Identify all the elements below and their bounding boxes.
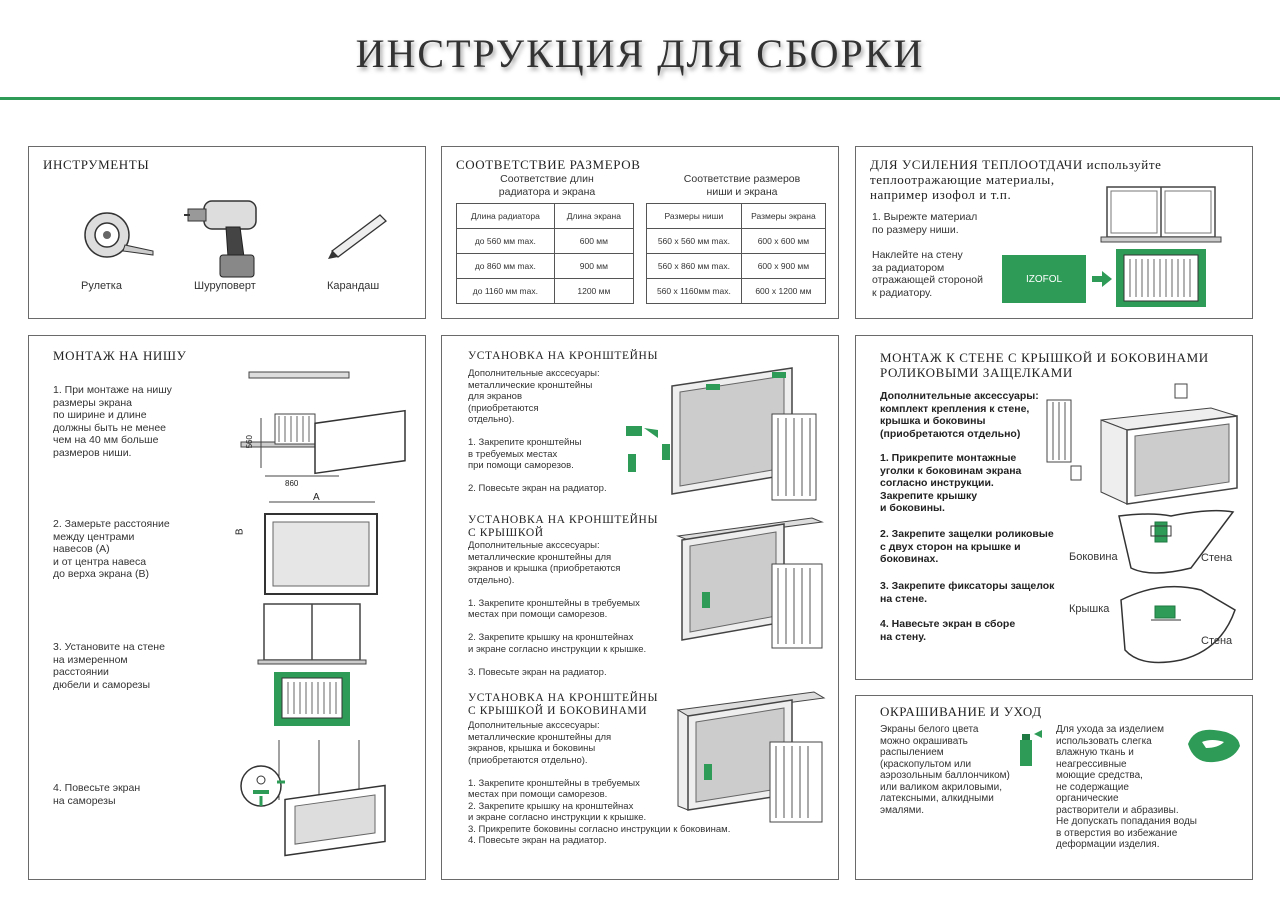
table-cell: 560 х 560 мм max. xyxy=(647,229,742,254)
table-cell: 1200 мм xyxy=(554,279,633,304)
niche-window-icon xyxy=(1101,185,1221,247)
care-title: ОКРАШИВАНИЕ И УХОД xyxy=(880,704,1042,719)
wall-step3: 3. Закрепите фиксаторы защелок на стене. xyxy=(880,580,1055,605)
brackets-s3-title: УСТАНОВКА НА КРОНШТЕЙНЫ С КРЫШКОЙ И БОКОВИНАМИ xyxy=(468,692,659,717)
care-clean-text: Для ухода за изделием использовать слегка влажную ткань и неагрессивные моющие средства, не содержащие органические растворители и абразивы. Не допускать попадания воды в отверстия во избежание деформации изделия. xyxy=(1056,724,1197,850)
cleaning-hand-icon xyxy=(1184,724,1244,766)
niche-step2: 2. Замерьте расстояние между центрами навесов (А) и от центра навеса до верха экрана (В) xyxy=(53,518,170,580)
heat-panel xyxy=(855,146,1253,319)
niche-dim-height: 560 xyxy=(244,435,254,449)
drill-icon xyxy=(184,187,279,287)
sizes-title: СООТВЕТСТВИЕ РАЗМЕРОВ xyxy=(456,157,641,172)
tool-label-pencil: Карандаш xyxy=(327,280,380,292)
hang-screen-diagram xyxy=(239,740,389,876)
niche-step4: 4. Повесьте экран на саморезы xyxy=(53,782,141,807)
heat-step1: 1. Вырежте материал по размеру ниши. xyxy=(872,211,978,236)
wall-panel xyxy=(855,335,1253,680)
bracket-screen-diagram xyxy=(622,364,832,504)
table-cell: 600 х 900 мм xyxy=(741,254,825,279)
niche-step1: 1. При монтаже на нишу размеры экрана по ширине и длине должны быть не менее чем на 40 мм больше размеров ниши. xyxy=(53,384,172,459)
lid-latch-diagram xyxy=(1111,580,1246,668)
wall-mount-diagram xyxy=(254,602,394,732)
screen-hanger-diagram xyxy=(249,496,389,596)
bracket-lid-sides-diagram xyxy=(674,686,834,822)
header-divider xyxy=(0,97,1280,100)
brackets-s2-title: УСТАНОВКА НА КРОНШТЕЙНЫ С КРЫШКОЙ xyxy=(468,514,659,539)
table-row xyxy=(457,204,634,229)
wall-mount-box-diagram xyxy=(1041,380,1246,510)
tools-panel xyxy=(28,146,426,319)
niche-panel xyxy=(28,335,426,880)
wall-intro: Дополнительные аксессуары: комплект крепления к стене, крышка и боковины (приобретаются отдельно) xyxy=(880,390,1039,440)
label-wall-2: Стена xyxy=(1201,635,1233,647)
table-cell: до 560 мм max. xyxy=(457,229,555,254)
care-panel xyxy=(855,695,1253,880)
tool-label-tape: Рулетка xyxy=(81,280,122,292)
table-header: Размеры ниши xyxy=(647,204,742,229)
care-paint-text: Экраны белого цвета можно окрашивать распылением (краскопультом или аэрозольным баллончиком) или валиком акриловыми, латексными, алкидными эмалями. xyxy=(880,724,1010,816)
bracket-lid-diagram xyxy=(672,512,832,652)
brackets-panel xyxy=(441,335,839,880)
heat-title-line3: например изофол и т.п. xyxy=(870,187,1012,202)
niche-step3: 3. Установите на стене на измеренном расстоянии дюбели и саморезы xyxy=(53,641,165,691)
table-cell: 560 х 860 мм max. xyxy=(647,254,742,279)
side-latch-diagram xyxy=(1111,508,1241,578)
wall-step2: 2. Закрепите защелки роликовые с двух сторон на крышке и боковинах. xyxy=(880,528,1054,565)
niche-size-table xyxy=(646,203,826,304)
heat-title-line2: теплоотражающие материалы, xyxy=(870,172,1055,187)
spray-can-icon xyxy=(1016,728,1046,768)
brackets-s1-title: УСТАНОВКА НА КРОНШТЕЙНЫ xyxy=(468,350,659,362)
niche-title: МОНТАЖ НА НИШУ xyxy=(53,348,187,363)
arrow-right-icon xyxy=(1092,271,1112,287)
table-row xyxy=(457,254,634,279)
label-wall: Стена xyxy=(1201,552,1233,564)
table-cell: 600 х 1200 мм xyxy=(741,279,825,304)
table-header: Длина экрана xyxy=(554,204,633,229)
table-row xyxy=(457,279,634,304)
pencil-icon xyxy=(324,209,394,259)
brackets-s3-text: Дополнительные акссесуары: металлические кронштейны для экранов, крышка и боковины (приобретаются отдельно). 1. Закрепите кронштейны в требуемых местах при помощи саморезов. 2. Закрепите крышку на кронштейнах и экране согласно инструкции к крышке. 3. Прикрепите боковины согласно инструкции к боковинам. 4. Повесьте экран на радиатор. xyxy=(468,720,731,846)
table-row xyxy=(647,279,826,304)
izofol-sheet xyxy=(1002,255,1086,303)
table-header: Размеры экрана xyxy=(741,204,825,229)
hanger-label-a: A xyxy=(313,492,320,503)
table-cell: 600 х 600 мм xyxy=(741,229,825,254)
table-header: Длина радиатора xyxy=(457,204,555,229)
table-cell: 900 мм xyxy=(554,254,633,279)
label-lid: Крышка xyxy=(1069,603,1110,615)
table-cell: до 1160 мм max. xyxy=(457,279,555,304)
wall-step4: 4. Навесьте экран в сборе на стену. xyxy=(880,618,1016,643)
sizes-caption-1: Соответствие длин радиатора и экрана xyxy=(498,173,596,198)
table-row xyxy=(457,229,634,254)
brackets-s1-text: Дополнительные акссесуары: металлические кронштейны для экранов (приобретаются отдельно). 1. Закрепите кронштейны в требуемых местах при помощи саморезов. 2. Повесьте экран на радиатор. xyxy=(468,368,607,494)
brackets-s2-text: Дополнительные акссесуары: металлические кронштейны для экранов и крышка (приобретаются отдельно). 1. Закрепите кронштейны в требуемых местах при помощи саморезов. 2. Закрепите крышку на кронштейнах и экране согласно инструкции к крышке. 3. Повесьте экран на радиатор. xyxy=(468,540,647,678)
sizes-panel xyxy=(441,146,839,319)
tool-label-drill: Шуруповерт xyxy=(194,280,256,292)
label-side: Боковина xyxy=(1069,551,1118,563)
table-cell: 600 мм xyxy=(554,229,633,254)
heat-step2: Наклейте на стену за радиатором отражающей стороной к радиатору. xyxy=(872,249,983,299)
page-title: ИНСТРУКЦИЯ ДЛЯ СБОРКИ xyxy=(355,31,925,76)
wall-title: МОНТАЖ К СТЕНЕ С КРЫШКОЙ И БОКОВИНАМИ РОЛИКОВЫМИ ЗАЩЕЛКАМИ xyxy=(880,350,1209,380)
heat-title-rest: используйте xyxy=(1082,157,1162,172)
tape-measure-icon xyxy=(79,207,159,267)
table-cell: до 860 мм max. xyxy=(457,254,555,279)
hanger-label-b: B xyxy=(234,528,246,536)
heat-title-emphasis: ДЛЯ УСИЛЕНИЯ ТЕПЛООТДАЧИ xyxy=(870,157,1083,172)
table-cell: 560 х 1160мм max. xyxy=(647,279,742,304)
table-row xyxy=(647,254,826,279)
tools-title: ИНСТРУМЕНТЫ xyxy=(43,157,150,172)
niche-measure-diagram xyxy=(239,372,419,482)
sizes-caption-2: Соответствие размеров ниши и экрана xyxy=(683,173,801,198)
radiator-size-table xyxy=(456,203,634,304)
radiator-screen-icon xyxy=(1116,249,1206,307)
niche-dim-width: 860 xyxy=(285,479,299,488)
table-row xyxy=(647,229,826,254)
table-row xyxy=(647,204,826,229)
wall-step1: 1. Прикрепите монтажные уголки к боковинам экрана согласно инструкции. Закрепите крышку и боковины. xyxy=(880,452,1022,514)
izofol-label: IZOFOL xyxy=(1025,273,1063,285)
